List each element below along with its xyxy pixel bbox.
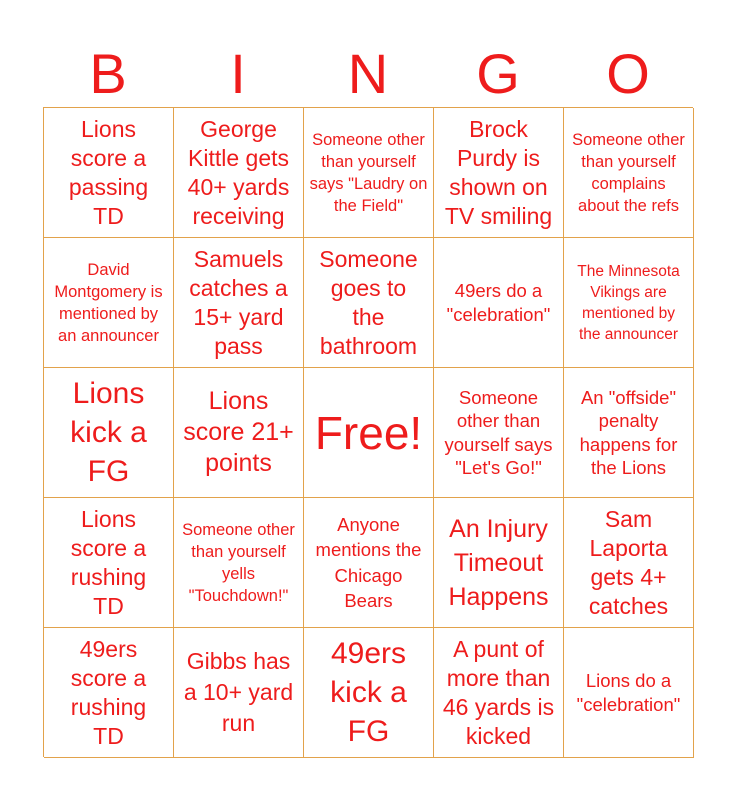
bingo-cell[interactable]: Someone other than yourself says "Laudry on the Field" [304, 108, 434, 238]
bingo-cell[interactable]: An Injury Timeout Happens [434, 498, 564, 628]
header-letter-o: O [606, 42, 650, 105]
bingo-cell[interactable]: The Minnesota Vikings are mentioned by the announcer [564, 238, 694, 368]
bingo-cell[interactable]: 49ers do a "celebration" [434, 238, 564, 368]
bingo-board [43, 107, 693, 757]
bingo-cell[interactable]: Lions do a "celebration" [564, 628, 694, 758]
header-letter-b: B [89, 42, 127, 105]
bingo-cell[interactable]: 49ers kick a FG [304, 628, 434, 758]
bingo-cell[interactable]: An "offside" penalty happens for the Lions [564, 368, 694, 498]
header-letter-n: N [347, 42, 389, 105]
header-letter-g: G [476, 42, 520, 105]
bingo-cell[interactable]: Anyone mentions the Chicago Bears [304, 498, 434, 628]
bingo-cell[interactable]: Brock Purdy is shown on TV smiling [434, 108, 564, 238]
bingo-cell[interactable]: Someone other than yourself complains about the refs [564, 108, 694, 238]
bingo-cell[interactable]: David Montgomery is mentioned by an announcer [44, 238, 174, 368]
bingo-cell[interactable]: Lions score 21+ points [174, 368, 304, 498]
bingo-cell[interactable]: Someone other than yourself yells "Touchdown!" [174, 498, 304, 628]
bingo-cell[interactable]: Sam Laporta gets 4+ catches [564, 498, 694, 628]
bingo-cell[interactable]: Someone other than yourself says "Let's Go!" [434, 368, 564, 498]
bingo-cell[interactable]: 49ers score a rushing TD [44, 628, 174, 758]
bingo-cell[interactable]: Samuels catches a 15+ yard pass [174, 238, 304, 368]
bingo-cell[interactable]: Lions score a passing TD [44, 108, 174, 238]
bingo-cell[interactable]: Someone goes to the bathroom [304, 238, 434, 368]
bingo-cell[interactable]: A punt of more than 46 yards is kicked [434, 628, 564, 758]
bingo-cell[interactable]: George Kittle gets 40+ yards receiving [174, 108, 304, 238]
bingo-cell[interactable]: Lions score a rushing TD [44, 498, 174, 628]
bingo-cell[interactable]: Gibbs has a 10+ yard run [174, 628, 304, 758]
bingo-cell-free[interactable]: Free! [304, 368, 434, 498]
bingo-header [43, 40, 693, 108]
header-letter-i: I [230, 42, 246, 105]
bingo-cell[interactable]: Lions kick a FG [44, 368, 174, 498]
